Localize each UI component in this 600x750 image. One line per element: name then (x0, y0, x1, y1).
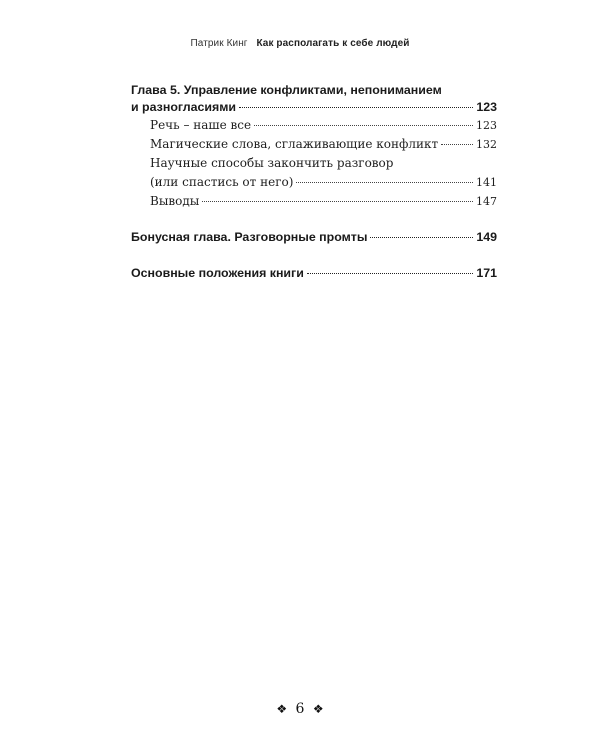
toc-section-page: 123 (476, 119, 497, 132)
dot-leader (441, 144, 473, 145)
page-footer (0, 701, 600, 717)
spacer (131, 246, 497, 265)
toc-bonus-page: 149 (476, 230, 497, 244)
toc-section-title-line2: (или спастись от него) (150, 175, 294, 189)
toc-chapter-5-title-line2: и разногласиями (131, 100, 237, 114)
toc-chapter-5-page: 123 (476, 100, 497, 114)
toc-chapter-5-title-line1: Глава 5. Управление конфликтами, непониманием (131, 83, 442, 97)
running-head-author: Патрик Кинг (190, 38, 248, 49)
table-of-contents (131, 82, 497, 282)
toc-section-entry[interactable] (150, 135, 497, 154)
toc-chapter-5 (131, 82, 497, 116)
toc-section-entry[interactable] (150, 173, 497, 192)
toc-key-points (131, 265, 497, 282)
toc-key-points-page: 171 (476, 266, 497, 280)
dot-leader (296, 182, 473, 183)
toc-chapter-5-entry[interactable] (131, 99, 497, 116)
ornament-icon: ❖ (312, 702, 324, 716)
toc-section-title: Выводы (150, 194, 200, 208)
toc-section-title: Магические слова, сглаживающие конфликт (150, 137, 439, 151)
dot-leader (370, 237, 473, 238)
toc-bonus-chapter (131, 229, 497, 246)
toc-section-page: 141 (476, 176, 497, 189)
running-head-book-title: Как располагать к себе людей (256, 38, 410, 49)
toc-bonus-entry[interactable] (131, 229, 497, 246)
toc-section-entry[interactable] (150, 192, 497, 211)
dot-leader (202, 201, 473, 202)
dot-leader (254, 125, 473, 126)
dot-leader (307, 273, 473, 274)
toc-chapter-5-sections (131, 116, 497, 211)
toc-section-page: 147 (476, 195, 497, 208)
toc-section-title: Речь – наше все (150, 118, 252, 132)
page-number: 6 (295, 701, 305, 717)
dot-leader (239, 107, 473, 108)
ornament-icon: ❖ (276, 702, 288, 716)
toc-key-points-title: Основные положения книги (131, 266, 304, 280)
spacer (131, 211, 497, 229)
toc-key-points-entry[interactable] (131, 265, 497, 282)
toc-bonus-title: Бонусная глава. Разговорные промты (131, 230, 368, 244)
toc-section-page: 132 (476, 138, 497, 151)
toc-section-title-line1[interactable]: Научные способы закончить разговор (150, 156, 394, 170)
running-head (0, 38, 600, 49)
toc-section-entry[interactable] (150, 116, 497, 135)
